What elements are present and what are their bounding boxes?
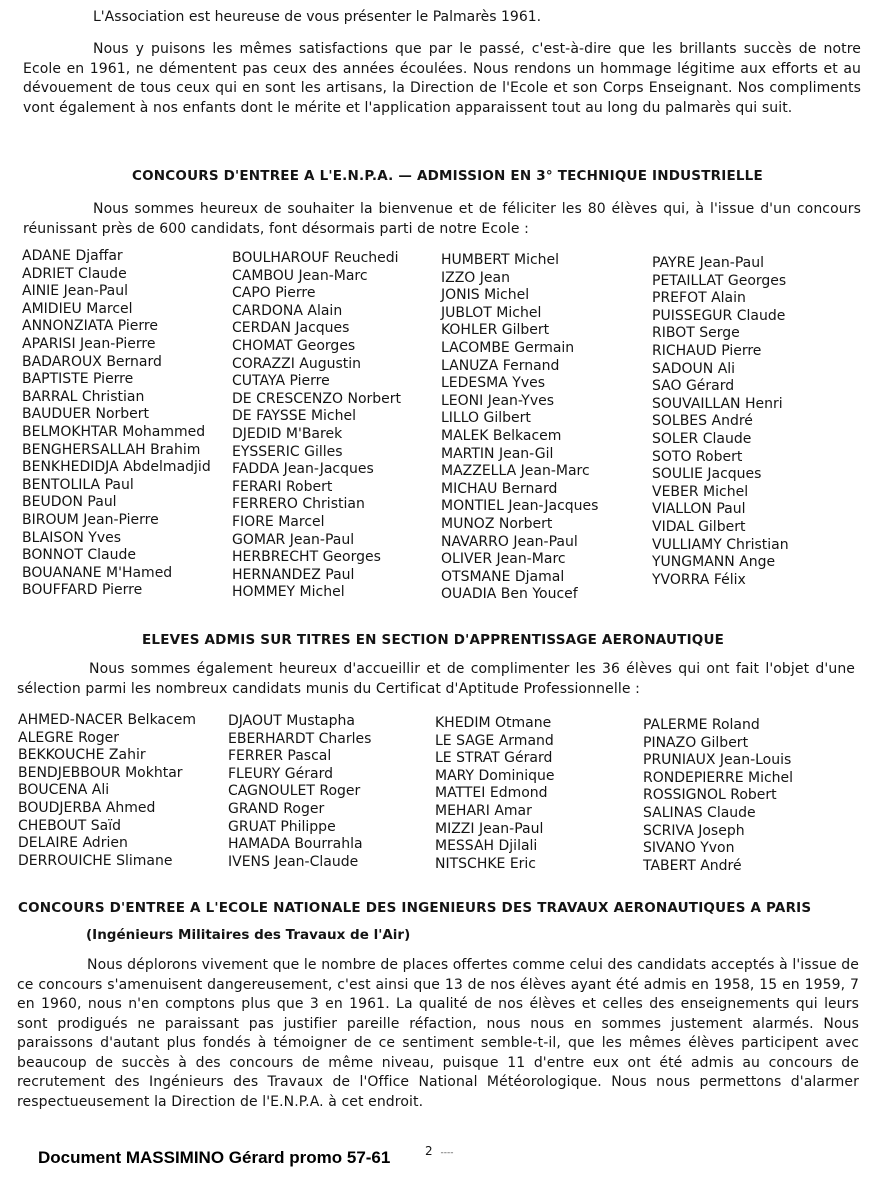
- name-list-item: KOHLER Gilbert: [441, 322, 550, 339]
- section2-names-col3: [435, 715, 555, 873]
- section1-paragraph: Nous sommes heureux de souhaiter la bienvenue et de féliciter les 80 élèves qui, à l'issue d'un concours réunissant près de 600 candidats, font désormais parti de notre Ecole :: [23, 201, 861, 237]
- name-list-item: BOUCENA Ali: [18, 782, 110, 799]
- name-list-item: BARRAL Christian: [22, 388, 145, 405]
- intro-paragraph: Nous y puisons les mêmes satisfactions que par le passé, c'est-à-dire que les brillants succès de notre Ecole en 1961, ne démentent pas ceux des années écoulées. Nous rendons un hommage légitime aux efforts et au dévouement de tous ceux qui en sont les artisans, la Direction de l'Ecole et son Corps Enseignant. Nos compliments vont également à nos enfants dont le mérite et l'application apparaissent tout au long du palmarès qui suit.: [23, 41, 861, 116]
- name-list-item: NAVARRO Jean-Paul: [441, 533, 578, 550]
- name-list-item: ALEGRE Roger: [18, 729, 120, 746]
- name-list-item: OUADIA Ben Youcef: [441, 586, 578, 603]
- name-list-item: MARTIN Jean-Gil: [441, 445, 554, 462]
- name-list-item: JONIS Michel: [441, 287, 530, 304]
- name-list-item: SAO Gérard: [652, 378, 735, 395]
- section1-names-col4: [652, 255, 789, 589]
- name-list-item: LEONI Jean-Yves: [441, 392, 555, 409]
- name-list-item: OLIVER Jean-Marc: [441, 551, 566, 568]
- name-list-item: RICHAUD Pierre: [652, 342, 762, 359]
- name-list-item: AINIE Jean-Paul: [22, 283, 129, 300]
- name-list-item: LEDESMA Yves: [441, 375, 546, 392]
- name-list-item: HERNANDEZ Paul: [232, 566, 355, 583]
- name-list-item: IZZO Jean: [441, 269, 510, 286]
- name-list-item: LANUZA Fernand: [441, 357, 560, 374]
- name-list-item: CAPO Pierre: [232, 285, 316, 302]
- name-list-item: ROSSIGNOL Robert: [643, 787, 777, 804]
- name-list-item: MALEK Belkacem: [441, 427, 562, 444]
- name-list-item: MUNOZ Norbert: [441, 515, 553, 532]
- name-list-item: MEHARI Amar: [435, 802, 532, 819]
- page-number: 2 ----: [425, 1144, 454, 1158]
- name-list-item: HERBRECHT Georges: [232, 549, 381, 566]
- name-list-item: SCRIVA Joseph: [643, 822, 745, 839]
- name-list-item: BEUDON Paul: [22, 494, 117, 511]
- name-list-item: AHMED-NACER Belkacem: [18, 712, 196, 728]
- name-list-item: DE FAYSSE Michel: [232, 408, 356, 425]
- section2-paragraph: Nous sommes également heureux d'accueillir et de complimenter les 36 élèves qui ont fait l'objet d'une sélection parmi les nombreux candidats munis du Certificat d'Aptitude Professionnelle :: [17, 661, 855, 697]
- name-list-item: MATTEI Edmond: [435, 785, 548, 802]
- name-list-item: MAZZELLA Jean-Marc: [441, 463, 590, 480]
- name-list-item: DERROUICHE Slimane: [18, 852, 173, 869]
- name-list-item: CERDAN Jacques: [232, 320, 350, 337]
- name-list-item: CAMBOU Jean-Marc: [232, 267, 368, 284]
- name-list-item: BOUFFARD Pierre: [22, 582, 143, 599]
- name-list-item: EBERHARDT Charles: [228, 730, 372, 747]
- section2-names-col4: [643, 717, 793, 875]
- name-list-item: CAGNOULET Roger: [228, 783, 361, 800]
- name-list-item: SOULIE Jacques: [652, 466, 762, 483]
- name-list-item: HUMBERT Michel: [441, 252, 560, 268]
- name-list-item: DE CRESCENZO Norbert: [232, 390, 402, 407]
- name-list-item: BIROUM Jean-Pierre: [22, 511, 159, 528]
- name-list-item: YVORRA Félix: [652, 571, 746, 588]
- name-list-item: MIZZI Jean-Paul: [435, 820, 544, 837]
- section3-paragraph: Nous déplorons vivement que le nombre de places offertes comme celui des candidats acceptés à l'issue de ce concours s'amenuisent dangereusement, c'est ainsi que 13 de nos élèves ayant été admis en 1958, 15 en 1959, 7 en 1960, nous n'en comptons plus que 3 en 1961. La qualité de nos élèves et celles des enseignements qui leurs sont prodigués ne paraissant pas justifier pareille réfaction, nous nous en sommes justement alarmés. Nous paraissons d'autant plus fondés à témoigner de ce sentiment semble-t-il, que les mêmes élèves participent avec beaucoup de succès à des concours de même niveau, puisque 11 d'entre eux ont été admis au concours de recrutement des Ingénieurs des Travaux de l'Office National Météorologique. Nous nous permettons d'alarmer respectueusement la Direction de l'E.N.P.A. à cet endroit.: [17, 957, 859, 1110]
- name-list-item: GRUAT Philippe: [228, 818, 336, 835]
- intro-line: L'Association est heureuse de vous présenter le Palmarès 1961.: [93, 9, 542, 25]
- name-list-item: EYSSERIC Gilles: [232, 443, 343, 460]
- name-list-item: LE SAGE Armand: [435, 732, 554, 749]
- section1-names-col2: [232, 250, 401, 602]
- name-list-item: GOMAR Jean-Paul: [232, 531, 355, 548]
- name-list-item: BONNOT Claude: [22, 547, 136, 564]
- name-list-item: LE STRAT Gérard: [435, 750, 553, 767]
- name-list-item: DJEDID M'Barek: [232, 425, 343, 442]
- name-list-item: AMIDIEU Marcel: [22, 300, 133, 317]
- name-list-item: PUISSEGUR Claude: [652, 307, 786, 324]
- name-list-item: SADOUN Ali: [652, 360, 736, 377]
- name-list-item: LACOMBE Germain: [441, 339, 575, 356]
- name-list-item: BENGHERSALLAH Brahim: [22, 441, 201, 458]
- name-list-item: MARY Dominique: [435, 767, 555, 784]
- name-list-item: BOULHAROUF Reuchedi: [232, 250, 399, 266]
- name-list-item: BENKHEDIDJA Abdelmadjid: [22, 459, 211, 476]
- section2-heading: ELEVES ADMIS SUR TITRES EN SECTION D'APPRENTISSAGE AERONAUTIQUE: [142, 632, 725, 648]
- name-list-item: BLAISON Yves: [22, 529, 122, 546]
- name-list-item: TABERT André: [643, 857, 742, 874]
- name-list-item: PALERME Roland: [643, 717, 760, 733]
- name-list-item: MONTIEL Jean-Jacques: [441, 498, 599, 515]
- name-list-item: MESSAH Djilali: [435, 838, 538, 855]
- section3-heading: CONCOURS D'ENTREE A L'ECOLE NATIONALE DES INGENIEURS DES TRAVAUX AERONAUTIQUES A PARIS: [18, 900, 812, 916]
- name-list-item: KHEDIM Otmane: [435, 715, 552, 731]
- section1-names-col3: [441, 252, 598, 604]
- name-list-item: FLEURY Gérard: [228, 765, 333, 782]
- name-list-item: SOLBES André: [652, 413, 753, 430]
- name-list-item: SOLER Claude: [652, 430, 752, 447]
- name-list-item: BADAROUX Bernard: [22, 353, 162, 370]
- name-list-item: PRUNIAUX Jean-Louis: [643, 752, 792, 769]
- name-list-item: ADANE Djaffar: [22, 248, 123, 264]
- section1-names-col1: [22, 248, 211, 600]
- name-list-item: CUTAYA Pierre: [232, 373, 330, 390]
- name-list-item: BEKKOUCHE Zahir: [18, 747, 146, 764]
- name-list-item: BENTOLILA Paul: [22, 476, 134, 493]
- name-list-item: JUBLOT Michel: [441, 304, 542, 321]
- section2-names-col1: [18, 712, 196, 870]
- name-list-item: SALINAS Claude: [643, 804, 756, 821]
- name-list-item: SOTO Robert: [652, 448, 743, 465]
- document-caption: Document MASSIMINO Gérard promo 57-61: [38, 1148, 391, 1167]
- name-list-item: OTSMANE Djamal: [441, 568, 565, 585]
- name-list-item: PAYRE Jean-Paul: [652, 255, 765, 271]
- name-list-item: APARISI Jean-Pierre: [22, 335, 156, 352]
- section2-names-col2: [228, 713, 371, 871]
- name-list-item: NITSCHKE Eric: [435, 855, 537, 872]
- name-list-item: FIORE Marcel: [232, 513, 325, 530]
- name-list-item: PINAZO Gilbert: [643, 734, 749, 751]
- name-list-item: VULLIAMY Christian: [652, 536, 789, 553]
- name-list-item: RIBOT Serge: [652, 325, 740, 342]
- name-list-item: PREFOT Alain: [652, 290, 746, 307]
- name-list-item: ADRIET Claude: [22, 265, 127, 282]
- name-list-item: FERRERO Christian: [232, 496, 365, 513]
- name-list-item: BOUDJERBA Ahmed: [18, 799, 156, 816]
- section1-heading: CONCOURS D'ENTREE A L'E.N.P.A. — ADMISSION EN 3° TECHNIQUE INDUSTRIELLE: [132, 168, 763, 184]
- name-list-item: VEBER Michel: [652, 483, 749, 500]
- name-list-item: BAUDUER Norbert: [22, 406, 150, 423]
- name-list-item: SIVANO Yvon: [643, 840, 735, 857]
- name-list-item: BOUANANE M'Hamed: [22, 564, 173, 581]
- name-list-item: DJAOUT Mustapha: [228, 713, 355, 729]
- page-number-value: 2: [425, 1144, 433, 1158]
- name-list-item: ANNONZIATA Pierre: [22, 318, 158, 335]
- name-list-item: BENDJEBBOUR Mokhtar: [18, 764, 183, 781]
- name-list-item: CARDONA Alain: [232, 302, 343, 319]
- name-list-item: FERRER Pascal: [228, 748, 332, 765]
- name-list-item: DELAIRE Adrien: [18, 835, 128, 852]
- name-list-item: RONDEPIERRE Michel: [643, 769, 794, 786]
- name-list-item: FERARI Robert: [232, 478, 333, 495]
- name-list-item: VIDAL Gilbert: [652, 518, 746, 535]
- name-list-item: FADDA Jean-Jacques: [232, 461, 374, 478]
- name-list-item: CORAZZI Augustin: [232, 355, 362, 372]
- name-list-item: YUNGMANN Ange: [652, 554, 776, 571]
- name-list-item: GRAND Roger: [228, 800, 325, 817]
- name-list-item: CHOMAT Georges: [232, 337, 356, 354]
- name-list-item: HAMADA Bourrahla: [228, 836, 363, 853]
- name-list-item: VIALLON Paul: [652, 501, 746, 518]
- name-list-item: CHEBOUT Saïd: [18, 817, 122, 834]
- name-list-item: IVENS Jean-Claude: [228, 853, 359, 870]
- name-list-item: BELMOKHTAR Mohammed: [22, 423, 206, 440]
- name-list-item: MICHAU Bernard: [441, 480, 558, 497]
- name-list-item: SOUVAILLAN Henri: [652, 395, 783, 412]
- section3-subheading: (Ingénieurs Militaires des Travaux de l'Air): [86, 927, 411, 943]
- name-list-item: BAPTISTE Pierre: [22, 371, 134, 388]
- name-list-item: PETAILLAT Georges: [652, 272, 787, 289]
- name-list-item: HOMMEY Michel: [232, 584, 345, 601]
- name-list-item: LILLO Gilbert: [441, 410, 531, 427]
